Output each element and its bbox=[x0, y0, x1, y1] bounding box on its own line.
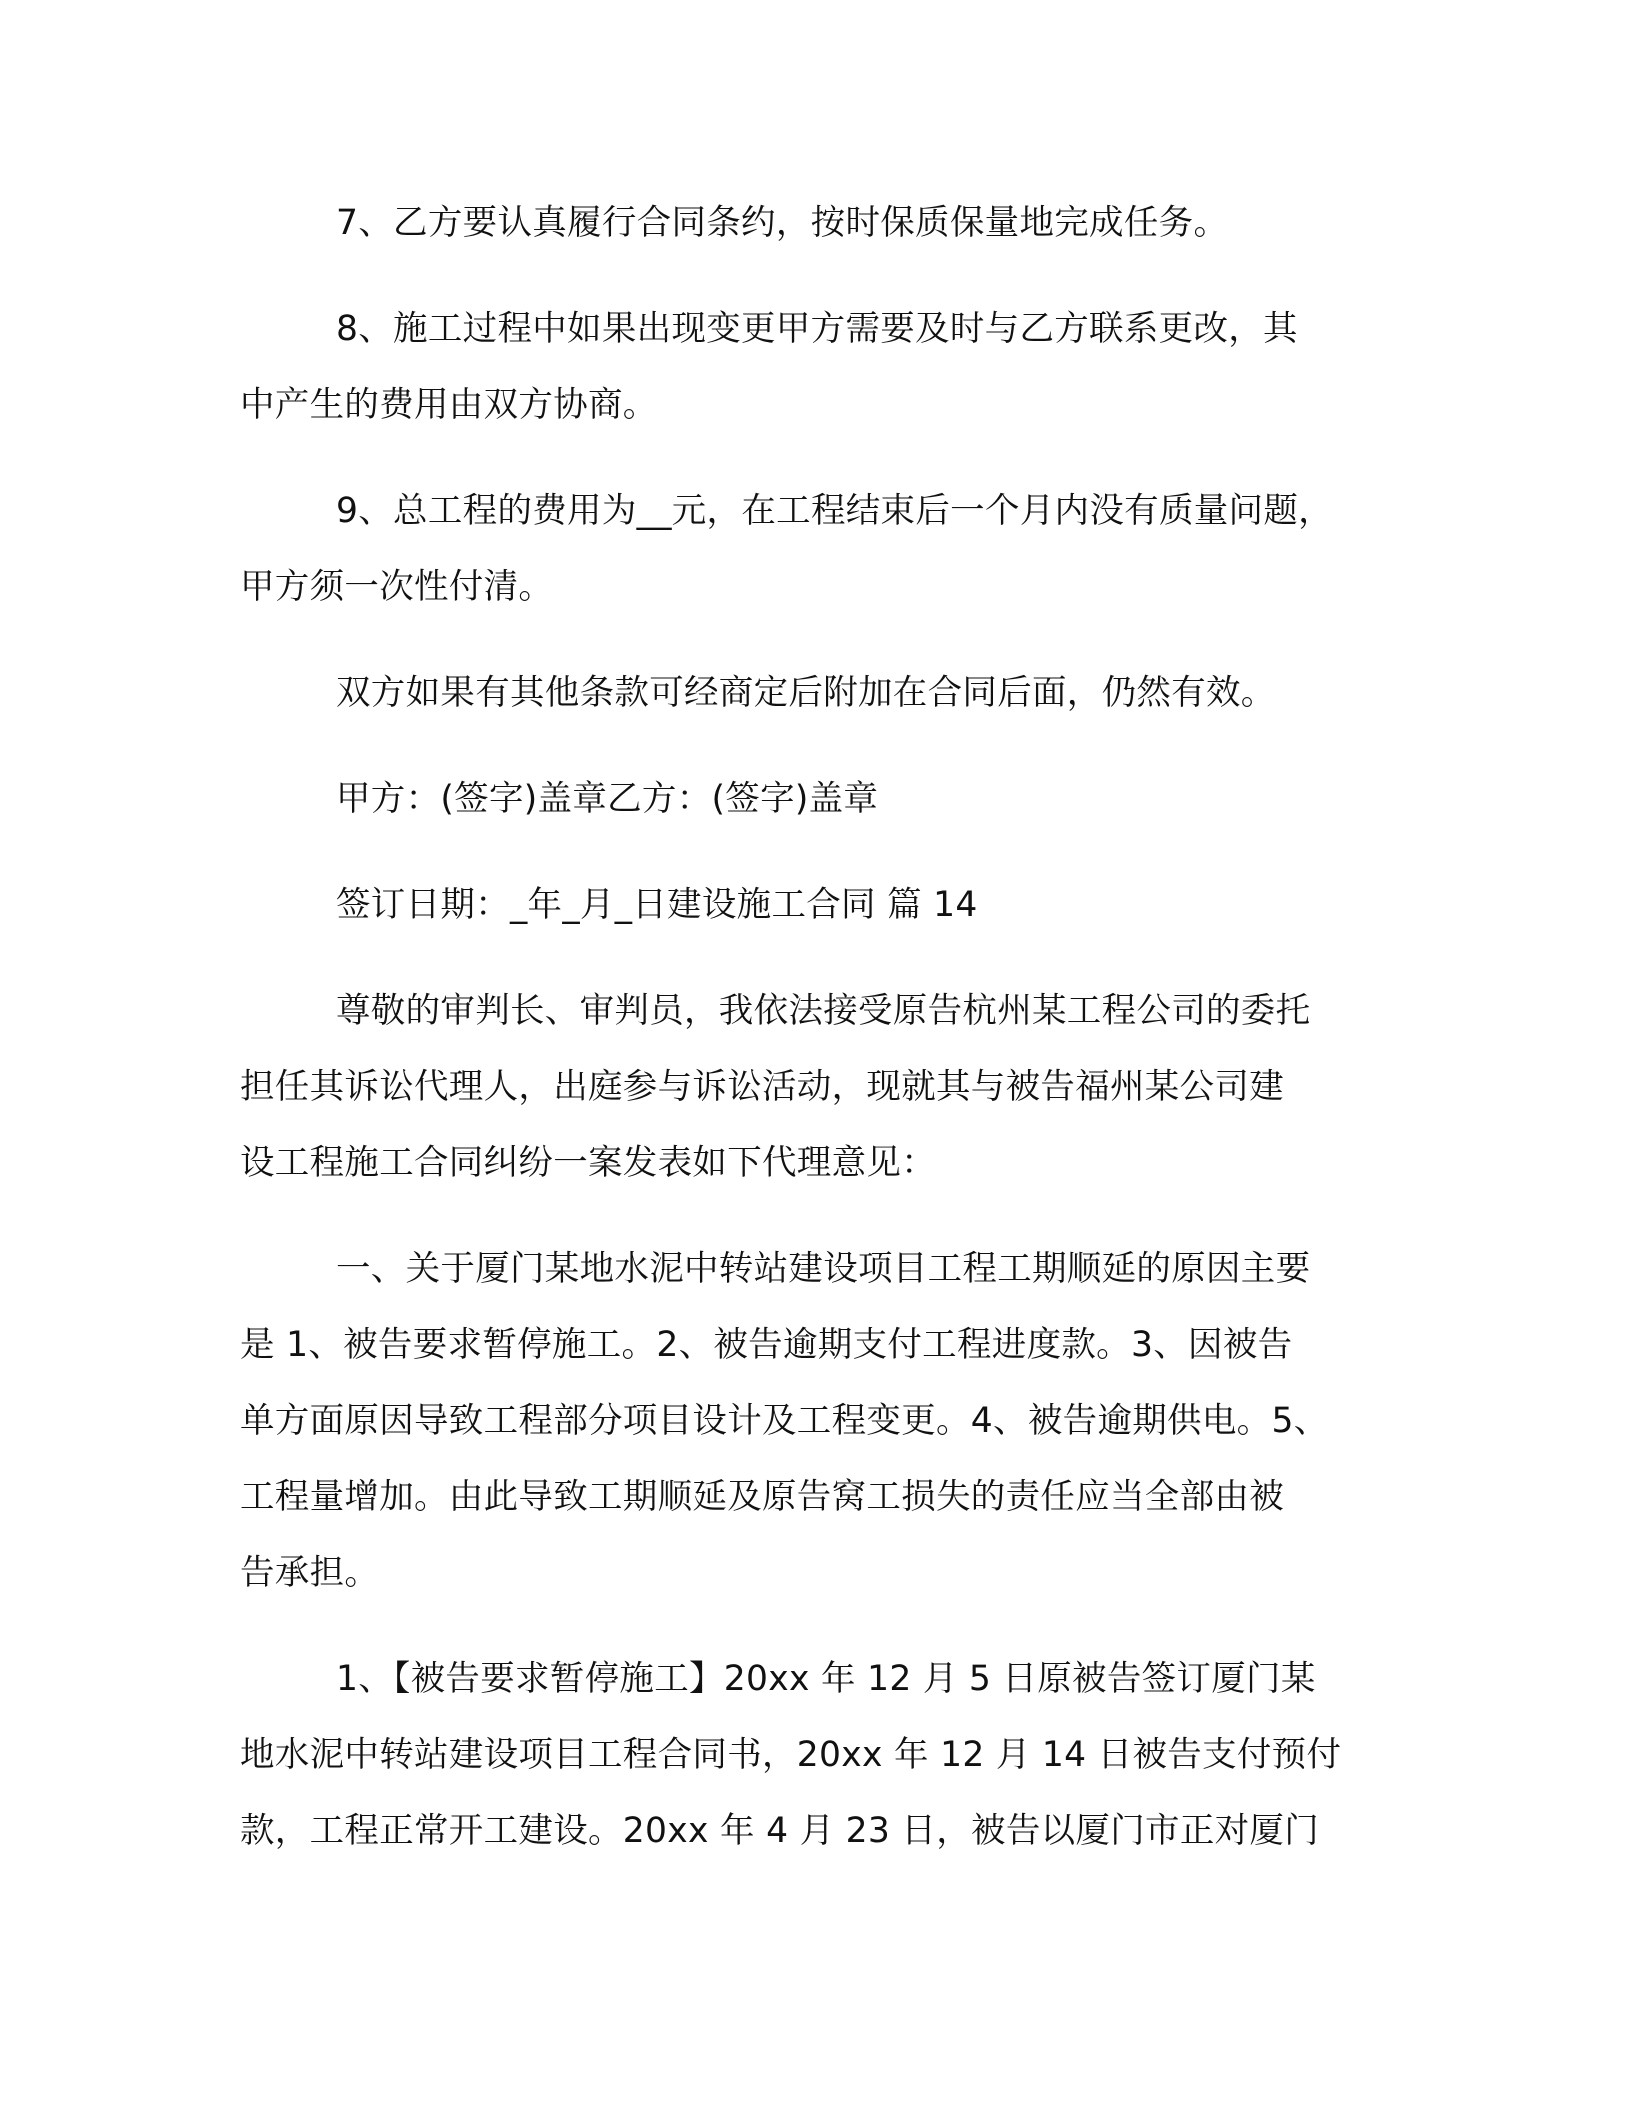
text-line: 1、【被告要求暂停施工】20xx 年 12 月 5 日原被告签订厦门某 bbox=[336, 1659, 1316, 1699]
text-line: 单方面原因导致工程部分项目设计及工程变更。4、被告逾期供电。5、 bbox=[240, 1401, 1329, 1441]
paragraph-clause-9 bbox=[240, 473, 1385, 625]
text-line: 7、乙方要认真履行合同条约，按时保质保量地完成任务。 bbox=[336, 203, 1229, 243]
text-line: 双方如果有其他条款可经商定后附加在合同后面，仍然有效。 bbox=[336, 673, 1276, 713]
paragraph-signing-date bbox=[240, 867, 1385, 943]
text-line: 甲方须一次性付清。 bbox=[240, 567, 554, 607]
text-line: 工程量增加。由此导致工期顺延及原告窝工损失的责任应当全部由被 bbox=[240, 1477, 1284, 1517]
paragraph-clause-7 bbox=[240, 185, 1385, 261]
paragraph-delay-reasons bbox=[240, 1231, 1385, 1611]
text-line: 设工程施工合同纠纷一案发表如下代理意见： bbox=[240, 1143, 936, 1183]
text-line: 款，工程正常开工建设。20xx 年 4 月 23 日，被告以厦门市正对厦门 bbox=[240, 1811, 1320, 1851]
paragraph-signatures bbox=[240, 761, 1385, 837]
text-line: 9、总工程的费用为__元，在工程结束后一个月内没有质量问题， bbox=[336, 491, 1333, 531]
paragraph-address-to-court bbox=[240, 973, 1385, 1201]
text-line: 中产生的费用由双方协商。 bbox=[240, 385, 658, 425]
paragraph-suspension-request bbox=[240, 1641, 1385, 1869]
text-line: 是 1、被告要求暂停施工。2、被告逾期支付工程进度款。3、因被告 bbox=[240, 1325, 1293, 1365]
text-line: 地水泥中转站建设项目工程合同书，20xx 年 12 月 14 日被告支付预付 bbox=[240, 1735, 1342, 1775]
text-line: 一、关于厦门某地水泥中转站建设项目工程工期顺延的原因主要 bbox=[336, 1249, 1311, 1289]
paragraph-supplementary-terms bbox=[240, 655, 1385, 731]
text-line: 8、施工过程中如果出现变更甲方需要及时与乙方联系更改，其 bbox=[336, 309, 1298, 349]
paragraph-clause-8 bbox=[240, 291, 1385, 443]
text-line: 签订日期：_年_月_日建设施工合同 篇 14 bbox=[336, 885, 978, 925]
text-line: 甲方：(签字)盖章乙方：(签字)盖章 bbox=[336, 779, 879, 819]
document-page bbox=[240, 185, 1385, 1869]
text-line: 尊敬的审判长、审判员，我依法接受原告杭州某工程公司的委托 bbox=[336, 991, 1311, 1031]
text-line: 告承担。 bbox=[240, 1553, 380, 1593]
text-line: 担任其诉讼代理人，出庭参与诉讼活动，现就其与被告福州某公司建 bbox=[240, 1067, 1284, 1107]
